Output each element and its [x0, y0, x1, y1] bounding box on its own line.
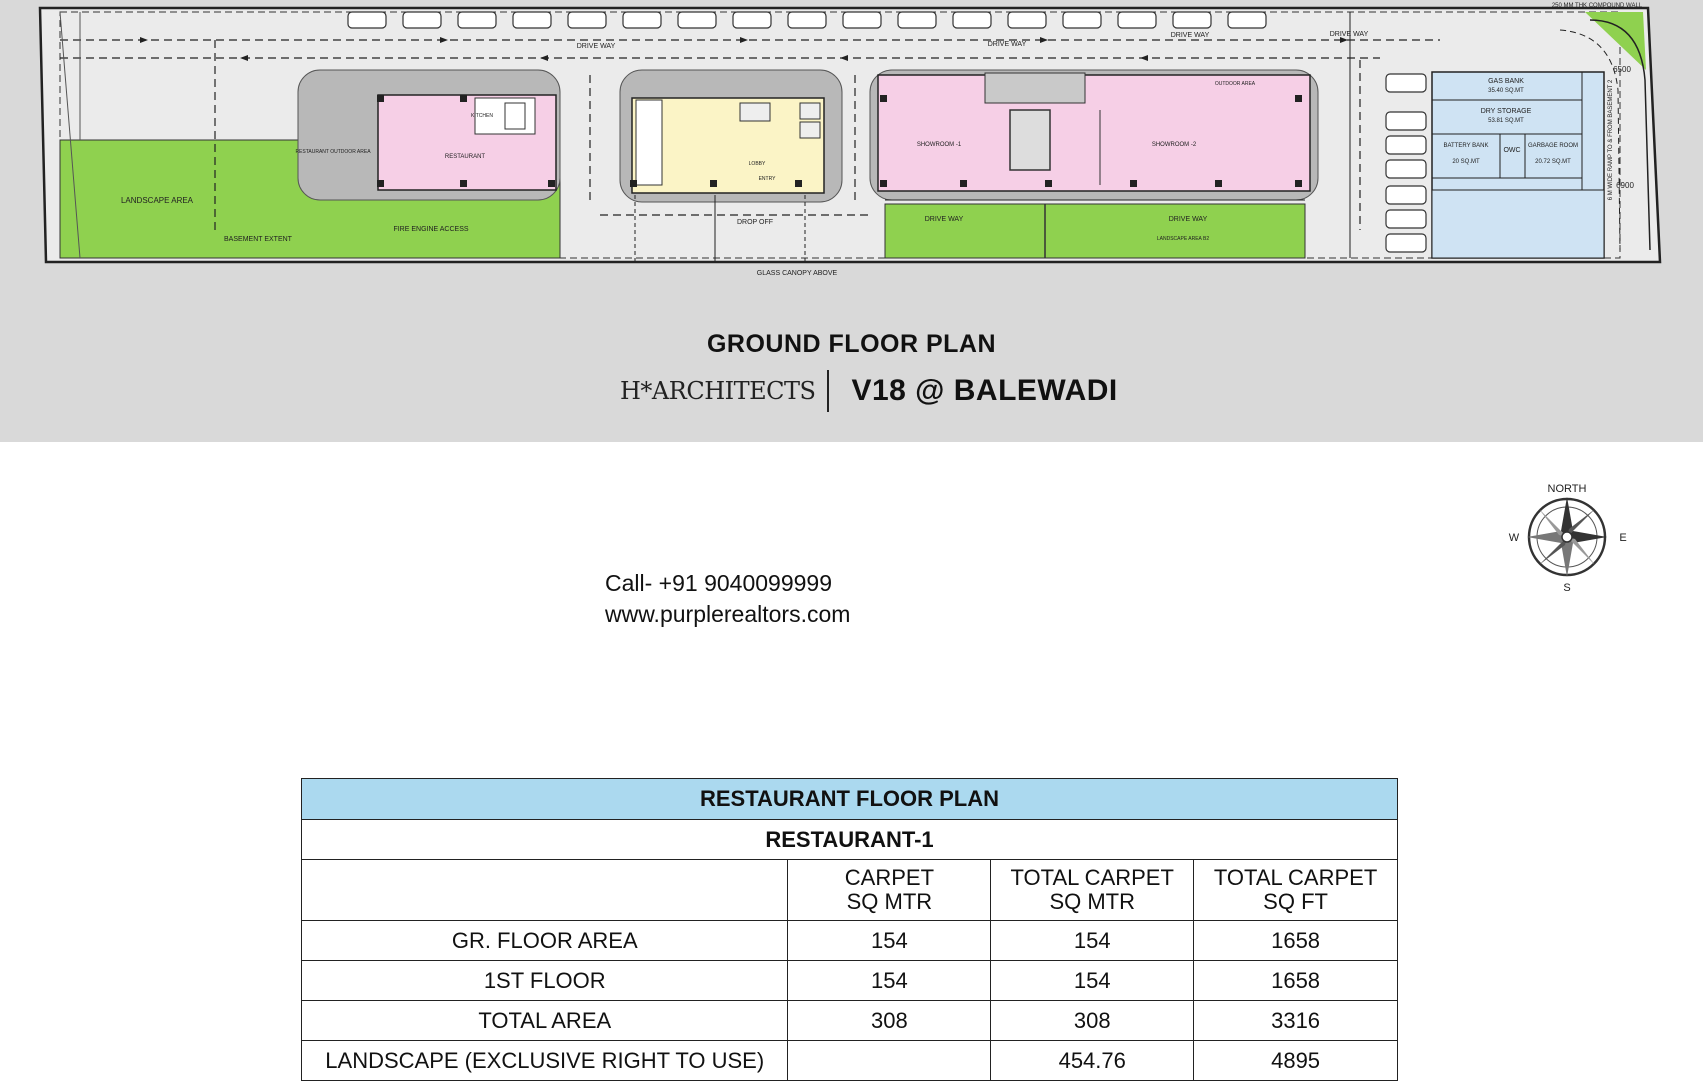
label-garbage-room-area: 20.72 SQ.MT [1535, 159, 1571, 165]
label-dry-storage-area: 53.81 SQ.MT [1488, 118, 1524, 124]
label-owc: OWC [1503, 147, 1521, 154]
label-outdoor-area: OUTDOOR AREA [1214, 81, 1256, 87]
header-total-carpet-sqm: TOTAL CARPET SQ MTR [991, 860, 1194, 921]
table-row [302, 961, 1398, 1001]
label-drive-way-2: DRIVE WAY [987, 41, 1027, 48]
header-carpet-sqm: CARPET SQ MTR [788, 860, 991, 921]
compass-rose-icon [1505, 478, 1629, 594]
row-total-sqft: 3316 [1194, 1001, 1398, 1041]
row-total-sqft: 4895 [1194, 1041, 1398, 1081]
label-basement-extent: BASEMENT EXTENT [224, 236, 292, 243]
project-name: V18 @ BALEWADI [851, 374, 1118, 407]
row-label: 1ST FLOOR [302, 961, 788, 1001]
label-compound-wall: 250 MM THK COMPOUND WALL [1551, 3, 1643, 9]
label-drop-off: DROP OFF [736, 219, 774, 226]
plan-title: GROUND FLOOR PLAN [706, 330, 997, 358]
row-carpet: 308 [788, 1001, 991, 1041]
label-drive-way-6: DRIVE WAY [1168, 216, 1208, 223]
label-showroom-2: SHOWROOM -2 [1151, 142, 1197, 148]
floor-plan-panel [0, 0, 1703, 442]
label-drive-way-1: DRIVE WAY [576, 43, 616, 50]
row-total-sqm: 308 [991, 1001, 1194, 1041]
label-dry-storage: DRY STORAGE [1480, 108, 1532, 115]
contact-website[interactable]: www.purplerealtors.com [605, 601, 851, 627]
row-total-sqm: 154 [991, 961, 1194, 1001]
compass-south-label: S [1563, 582, 1571, 594]
label-battery-bank: BATTERY BANK [1443, 143, 1489, 149]
table-subtitle: RESTAURANT-1 [302, 820, 1398, 860]
row-label: LANDSCAPE (EXCLUSIVE RIGHT TO USE) [302, 1041, 788, 1081]
row-carpet: 154 [788, 921, 991, 961]
label-kitchen: KITCHEN [471, 113, 493, 119]
label-landscape-b2: LANDSCAPE AREA B2 [1156, 236, 1210, 242]
row-label: GR. FLOOR AREA [302, 921, 788, 961]
row-total-sqft: 1658 [1194, 961, 1398, 1001]
compass-east-label: E [1619, 532, 1627, 544]
table-row [302, 921, 1398, 961]
label-glass-canopy: GLASS CANOPY ABOVE [756, 270, 838, 277]
label-restaurant: RESTAURANT [444, 154, 486, 160]
label-gas-bank-area: 35.40 SQ.MT [1488, 88, 1524, 94]
compass-west-label: W [1508, 532, 1520, 544]
label-gas-bank: GAS BANK [1488, 78, 1524, 85]
label-showroom-1: SHOWROOM -1 [916, 142, 962, 148]
restaurant-area-table [301, 778, 1398, 1081]
label-battery-bank-area: 20 SQ.MT [1452, 159, 1480, 165]
label-drive-way-5: DRIVE WAY [924, 216, 964, 223]
label-entry: ENTRY [758, 176, 776, 182]
row-total-sqm: 154 [991, 921, 1194, 961]
row-label: TOTAL AREA [302, 1001, 788, 1041]
label-garbage-room: GARBAGE ROOM [1527, 143, 1579, 149]
contact-block [605, 568, 850, 630]
table-row [302, 1001, 1398, 1041]
label-drive-way-3: DRIVE WAY [1170, 32, 1210, 39]
row-carpet [788, 1041, 991, 1081]
label-drive-way-4: DRIVE WAY [1329, 31, 1369, 38]
brand-divider [827, 370, 829, 412]
architect-logo: H*ARCHITECTS [620, 377, 816, 405]
header-total-carpet-sqft: TOTAL CARPET SQ FT [1194, 860, 1398, 921]
label-ramp: 6 M WIDE RAMP TO & FROM BASEMENT 2 [1608, 79, 1614, 201]
table-row [302, 1041, 1398, 1081]
brand-row [620, 370, 1118, 412]
label-dim-6900: 6900 [1616, 181, 1634, 190]
label-landscape-area: LANDSCAPE AREA [120, 196, 194, 205]
landscape-area-south [885, 204, 1305, 258]
label-restaurant-outdoor: RESTAURANT OUTDOOR AREA [295, 149, 371, 155]
showroom-room [878, 75, 1310, 191]
compass-north-label: NORTH [1547, 483, 1587, 495]
table-header-row [302, 860, 1398, 921]
row-total-sqft: 1658 [1194, 921, 1398, 961]
row-total-sqm: 454.76 [991, 1041, 1194, 1081]
contact-phone: Call- +91 9040099999 [605, 570, 832, 596]
table-title: RESTAURANT FLOOR PLAN [302, 779, 1398, 820]
label-fire-engine-access: FIRE ENGINE ACCESS [393, 226, 469, 233]
header-blank [302, 860, 788, 921]
parking-row-top [348, 12, 1266, 28]
label-lobby: LOBBY [748, 161, 766, 167]
label-dim-6500: 6500 [1613, 65, 1631, 74]
row-carpet: 154 [788, 961, 991, 1001]
